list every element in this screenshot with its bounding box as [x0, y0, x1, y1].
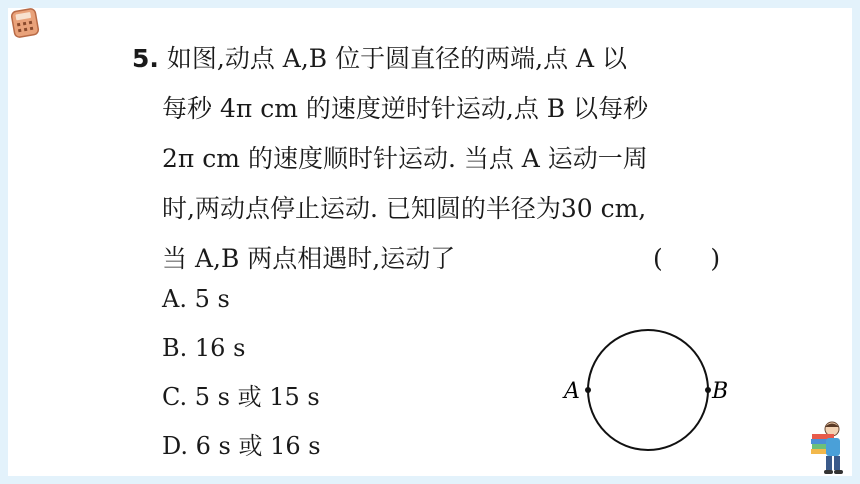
- question-line-4: [132, 184, 742, 234]
- question-text-line: 时,两动点停止运动. 已知圆的半径为30 cm,: [162, 194, 647, 223]
- option-text: 6 s 或 16 s: [195, 432, 321, 460]
- circle-diagram: [560, 328, 740, 454]
- circle: [588, 330, 708, 450]
- question-line-2: [132, 84, 742, 134]
- option-b: [162, 324, 321, 373]
- question-line-1: [132, 34, 742, 84]
- question-text-line: 2π cm 的速度顺时针运动. 当点 A 运动一周: [162, 144, 648, 173]
- option-label: B.: [162, 334, 188, 362]
- point-a-dot: [585, 387, 591, 393]
- student-books-icon: [806, 420, 850, 476]
- frame-left: [0, 0, 8, 484]
- answer-blank: ( ): [653, 244, 721, 273]
- option-c: [162, 373, 321, 422]
- question-block: [132, 34, 742, 284]
- question-text-line: 如图,动点 A,B 位于圆直径的两端,点 A 以: [166, 44, 628, 73]
- option-text: 5 s: [194, 285, 230, 313]
- frame-bottom: [0, 476, 860, 484]
- option-label: D.: [162, 432, 189, 460]
- point-b-dot: [705, 387, 711, 393]
- frame-right: [852, 0, 860, 484]
- option-text: 16 s: [194, 334, 246, 362]
- option-a: [162, 275, 321, 324]
- options-list: [162, 275, 321, 471]
- frame-top: [0, 0, 860, 8]
- point-a-label: A: [564, 379, 580, 404]
- calculator-icon: [10, 8, 40, 38]
- point-b-label: B: [712, 379, 729, 404]
- question-text-line: 当 A,B 两点相遇时,运动了: [162, 244, 456, 273]
- option-d: [162, 422, 321, 471]
- option-label: C.: [162, 383, 188, 411]
- question-line-3: [132, 134, 742, 184]
- option-text: 5 s 或 15 s: [194, 383, 320, 411]
- option-label: A.: [162, 285, 187, 313]
- question-number: 5.: [132, 44, 159, 73]
- question-text-line: 每秒 4π cm 的速度逆时针运动,点 B 以每秒: [162, 94, 649, 123]
